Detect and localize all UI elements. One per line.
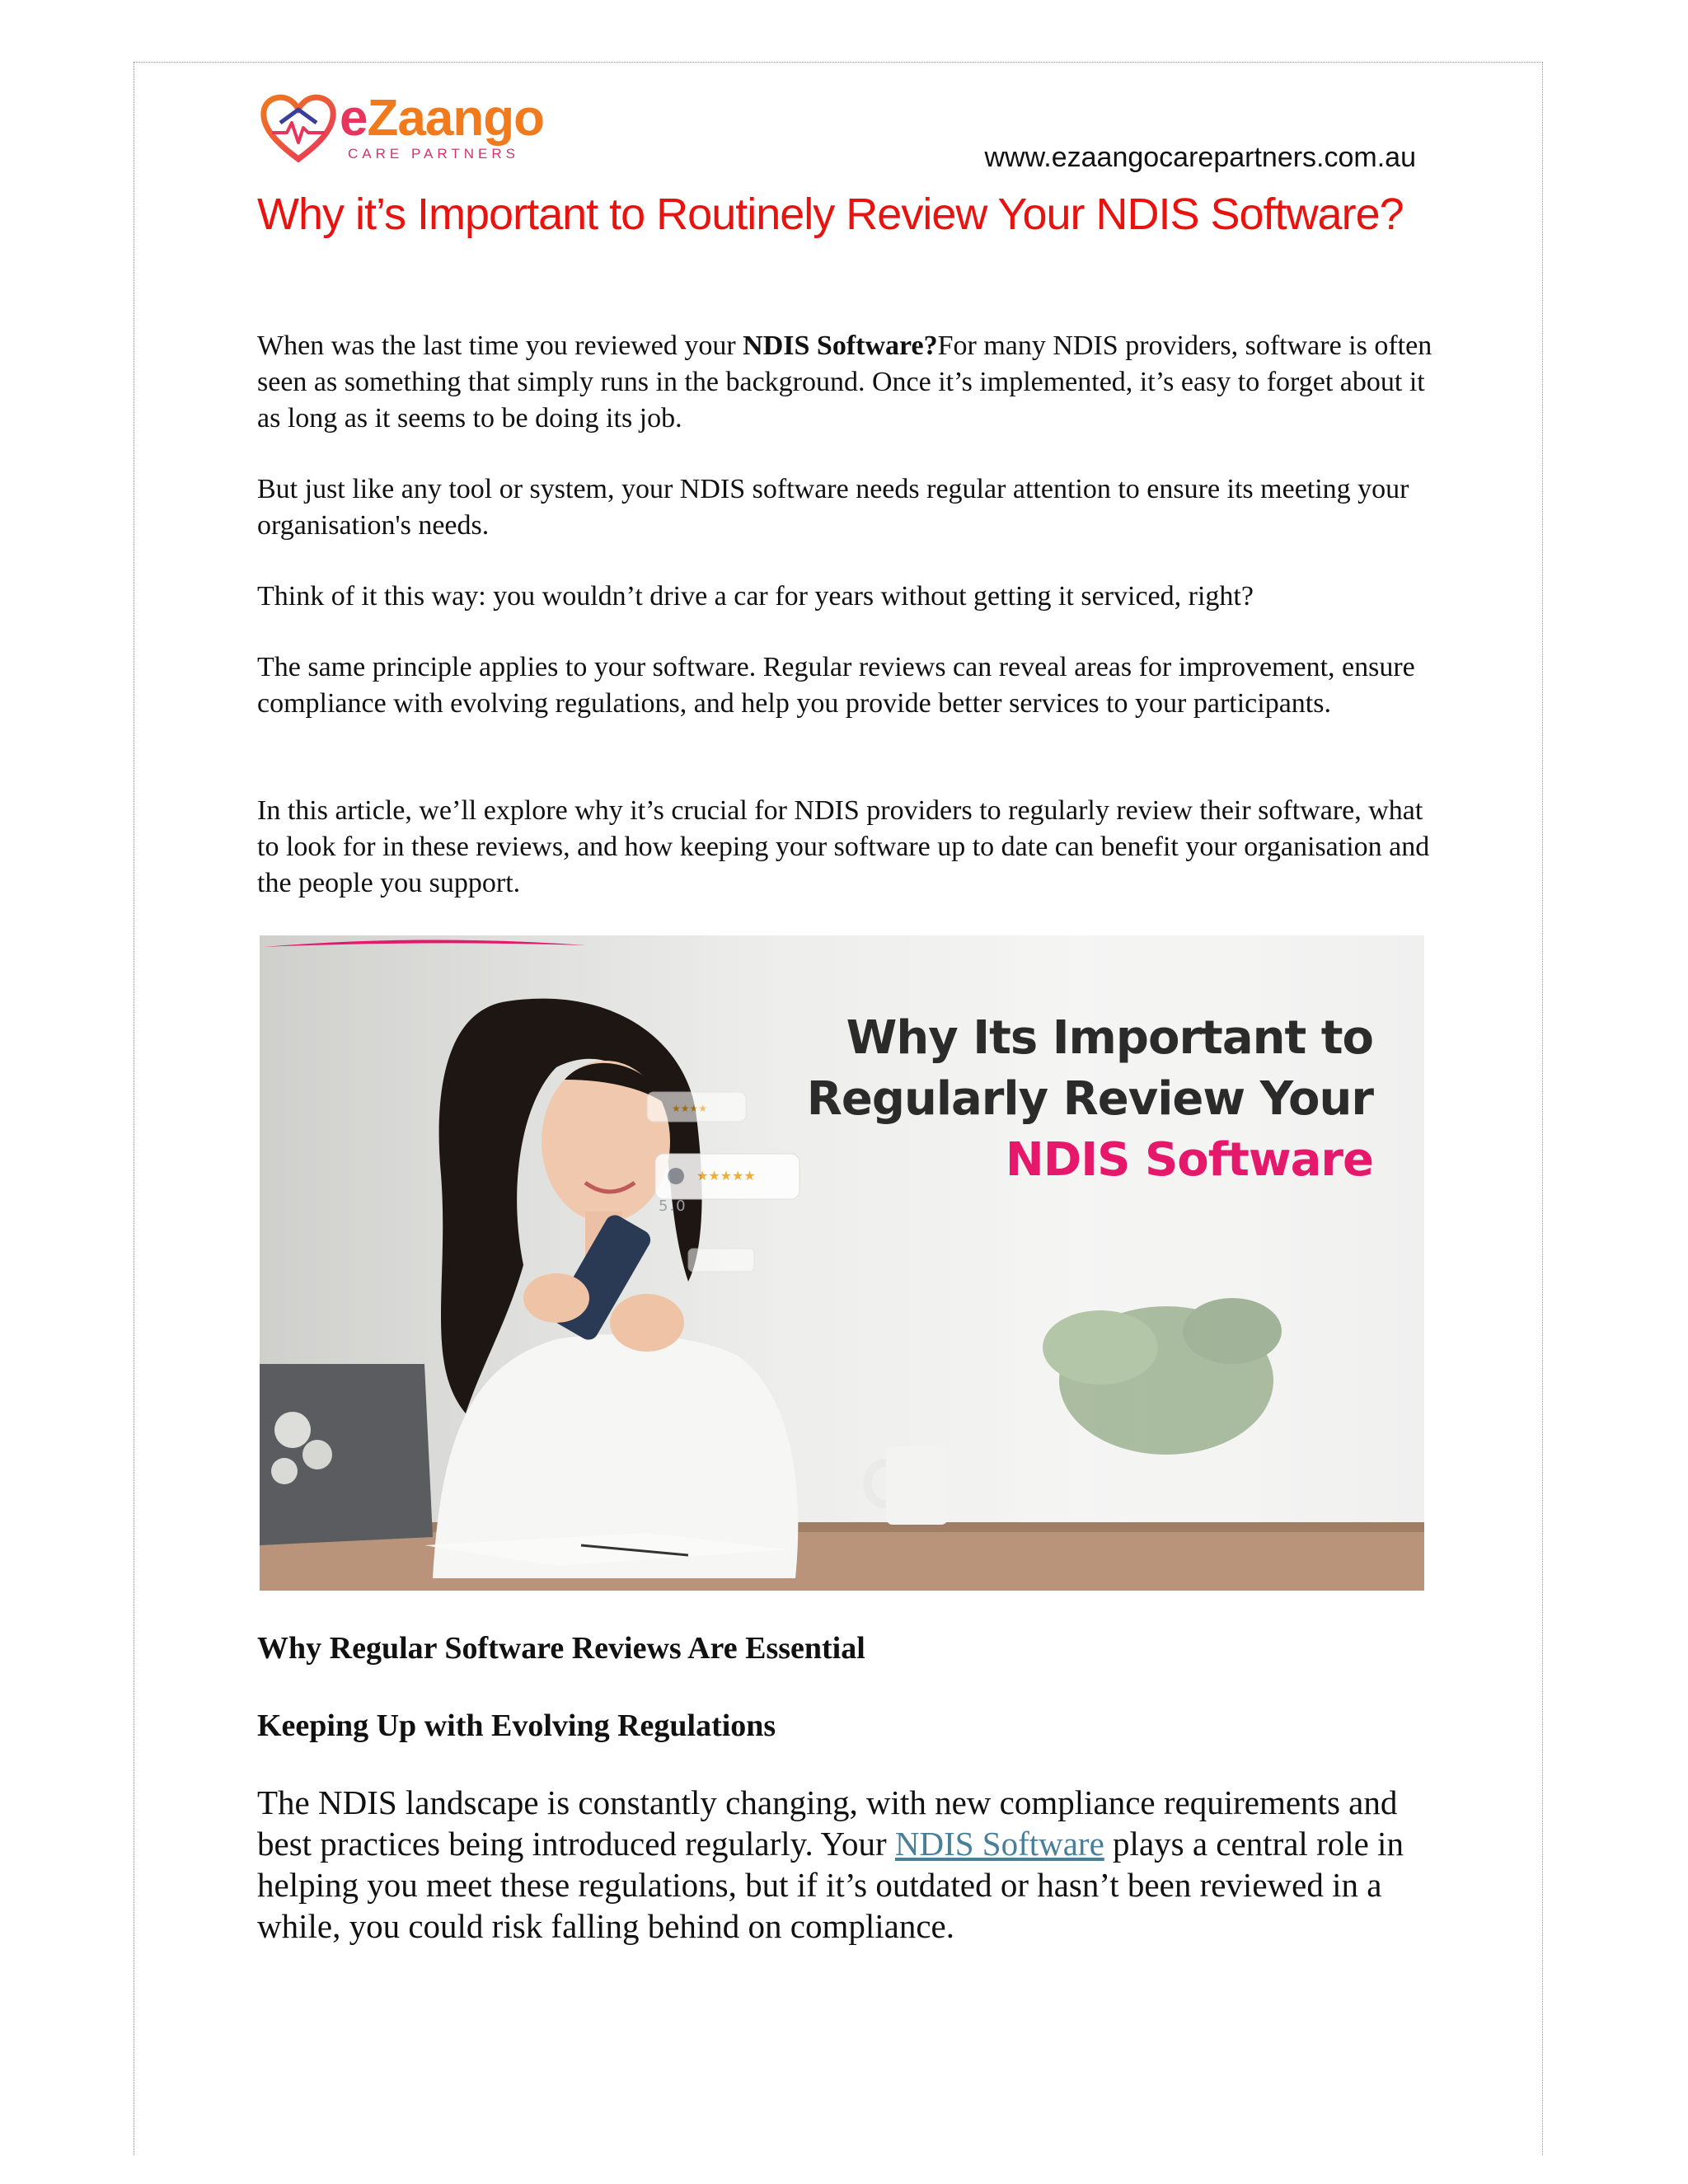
paragraph-4: The same principle applies to your software. Regular reviews can reveal areas for improvement, ensure compliance with evolving regulations, and help you provide better services to your participants. bbox=[257, 652, 1415, 719]
rating-number-label: 5.0 bbox=[659, 1197, 687, 1215]
svg-text:★★★★: ★★★★ bbox=[672, 1103, 708, 1114]
rating-card-lower bbox=[688, 1249, 754, 1272]
article-title: Why it’s Important to Routinely Review Your NDIS Software? bbox=[257, 190, 1404, 239]
p1-text-a: When was the last time you reviewed your bbox=[257, 330, 743, 361]
heart-logo-icon bbox=[257, 87, 340, 169]
p6-text-b: plays a central role in helping you meet these regulations, but if it’s outdated or hasn’t been reviewed in a while, you could risk falling behind on compliance. bbox=[257, 1825, 1404, 1945]
paragraph-3: Think of it this way: you wouldn’t drive a car for years without getting it serviced, right? bbox=[257, 581, 1254, 612]
rating-card-small bbox=[647, 1092, 746, 1122]
hero-line-1: Why Its Important to bbox=[846, 1011, 1373, 1065]
hero-headline bbox=[807, 1008, 1373, 1191]
section-heading: Why Regular Software Reviews Are Essential bbox=[257, 1631, 865, 1666]
intro-paragraph bbox=[257, 328, 1436, 437]
section-subheading: Keeping Up with Evolving Regulations bbox=[257, 1708, 776, 1743]
brand-logo[interactable] bbox=[257, 87, 554, 169]
brand-rest: Zaango bbox=[367, 90, 544, 147]
paragraph-5: In this article, we’ll explore why it’s crucial for NDIS providers to regularly review their software, what to look for in these reviews, and how keeping your software up to date can benefit your organisation and the people you support. bbox=[257, 795, 1430, 898]
p1-bold: NDIS Software? bbox=[743, 330, 938, 361]
ndis-software-link[interactable]: NDIS Software bbox=[894, 1825, 1104, 1863]
p1-text-b: For many NDIS providers, software is often seen as something that simply runs in the background. Once it’s implemented, it’s easy to forget about it as long as it seems to be doing its job. bbox=[257, 330, 1432, 434]
hero-line-3: NDIS Software bbox=[1005, 1133, 1373, 1187]
hero-image bbox=[260, 935, 1424, 1591]
svg-text:★★★★★: ★★★★★ bbox=[696, 1168, 756, 1183]
brand-name bbox=[340, 90, 544, 147]
brand-e: e bbox=[340, 90, 368, 147]
brand-tagline: CARE PARTNERS bbox=[348, 146, 519, 162]
hero-underline-swoosh bbox=[260, 935, 589, 952]
paragraph-2: But just like any tool or system, your NDIS software needs regular attention to ensure its meeting your organisation's needs. bbox=[257, 474, 1409, 541]
p6-text-a: The NDIS landscape is constantly changing, with new compliance requirements and best practices being introduced regularly. Your bbox=[257, 1783, 1398, 1863]
website-url[interactable]: www.ezaangocarepartners.com.au bbox=[984, 142, 1416, 173]
paragraph-6 bbox=[257, 1782, 1436, 1947]
hero-line-2: Regularly Review Your bbox=[806, 1072, 1373, 1126]
rating-card bbox=[655, 1154, 799, 1199]
